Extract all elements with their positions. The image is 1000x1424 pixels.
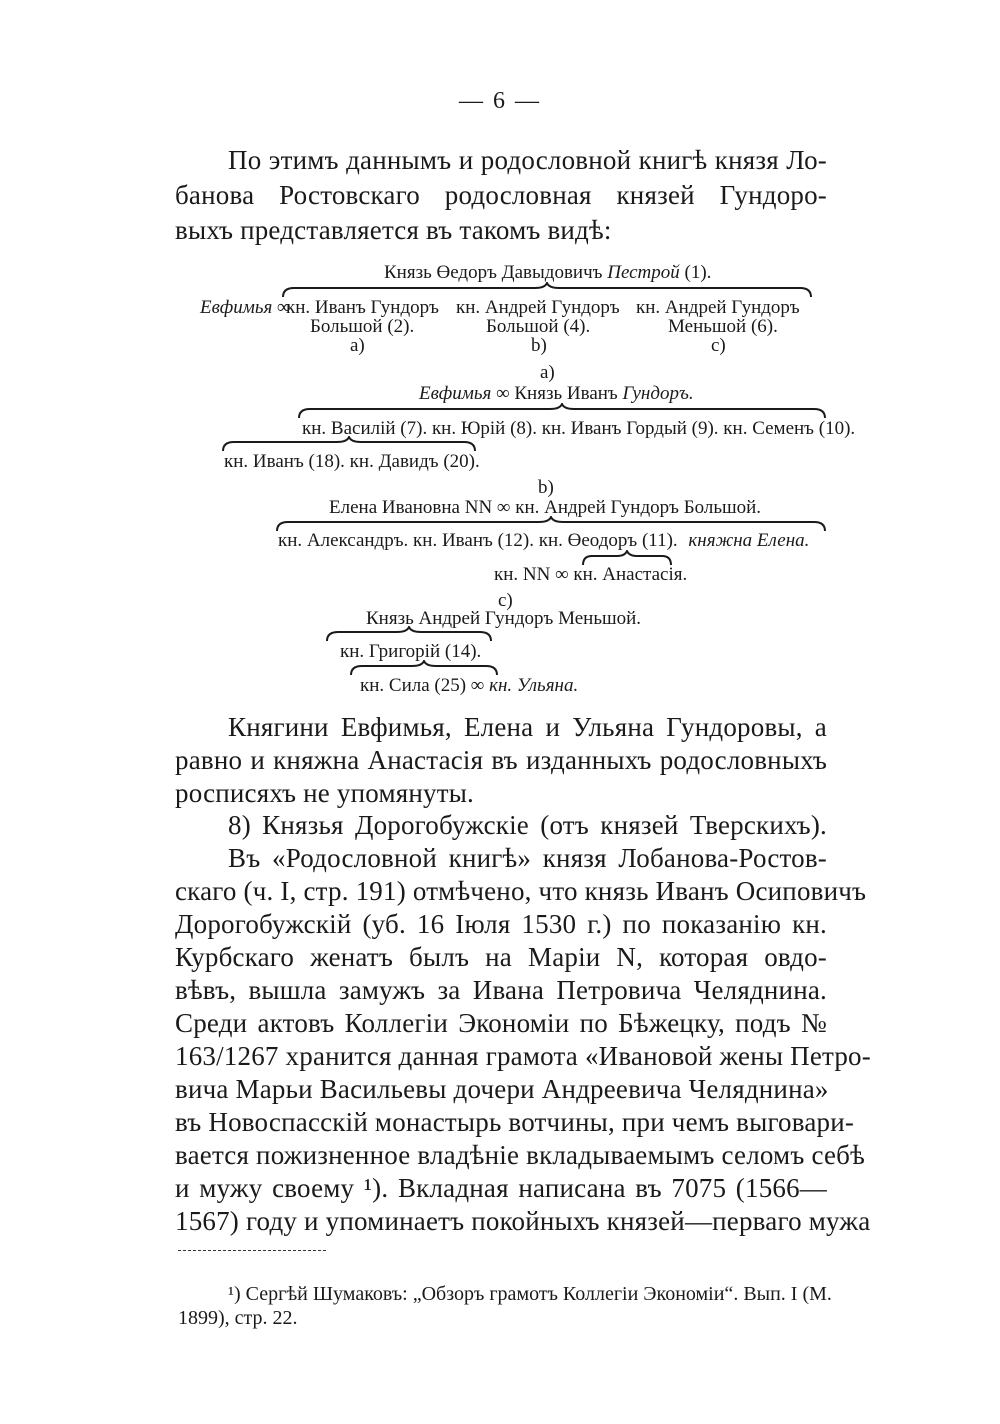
gen1-son-a-1: кн. Иванъ Гундоръ	[286, 297, 439, 318]
root-prefix: Князь Өедоръ Давыдовичъ	[384, 262, 608, 283]
para2-line-1: Въ «Родословной книгѣ» князя Лобанова-Ростов-	[228, 843, 827, 873]
gen1-son-a-2: Большой (2).	[310, 316, 415, 337]
para1-line-3: росписяхъ не упомянуты.	[175, 778, 475, 808]
branch-b-label: b)	[538, 477, 554, 498]
gen1-son-c-1: кн. Андрей Гундоръ	[636, 297, 800, 318]
brace-branch-c-grand	[350, 660, 498, 676]
para2-line-2: скаго (ч. I, стр. 191) отмѣчено, что князь Иванъ Осиповичъ	[175, 876, 867, 906]
para2-line-6: Среди актовъ Коллегіи Экономіи по Бѣжецку, подъ №	[175, 1008, 827, 1038]
gen1-son-a-3: a)	[350, 335, 365, 356]
brace-branch-a	[298, 403, 826, 419]
branch-a-grandchildren: кн. Иванъ (18). кн. Давидъ (20).	[224, 451, 480, 472]
branch-c-label: c)	[498, 590, 513, 611]
gen1-son-b-1: кн. Андрей Гундоръ	[456, 297, 620, 318]
footnote-line-2: 1899), стр. 22.	[178, 1307, 298, 1329]
para1-line-2: равно и княжна Анастасія въ изданныхъ родословныхъ	[175, 745, 827, 775]
branch-a-mid: ∞ Князь Иванъ	[491, 383, 623, 404]
para2-line-8: вича Марьи Васильевы дочери Андреевича Челяднина»	[175, 1074, 829, 1104]
gen1-wife-a: Евфимья ∞	[200, 297, 291, 318]
gen1-son-b-3: b)	[531, 335, 547, 356]
branch-c-couple: Князь Андрей Гундоръ Меньшой.	[366, 608, 642, 629]
footnote-rule	[178, 1250, 326, 1251]
footnote-line-1: ¹) Сергѣй Шумаковъ: „Обзоръ грамотъ Коллегіи Экономіи“. Вып. I (М.	[228, 1283, 832, 1305]
gen1-son-c-2: Меньшой (6).	[668, 316, 778, 337]
branch-c-grandchild-wife: кн. Ульяна.	[489, 675, 579, 696]
intro-line-2: банова Ростовскаго родословная князей Гундоро-	[175, 180, 827, 210]
branch-b-sons: кн. Александръ. кн. Иванъ (12). кн. Өеодоръ (11).	[278, 530, 678, 551]
brace-branch-a-grand	[222, 436, 476, 452]
para2-line-12: 1567) году и упоминаетъ покойныхъ князей—перваго мужа	[175, 1206, 871, 1236]
para1-line-1: Княгини Евфимья, Елена и Ульяна Гундоровы, а	[228, 712, 827, 742]
root-nickname: Пестрой	[607, 262, 680, 283]
branch-b-couple: Елена Ивановна NN ∞ кн. Андрей Гундоръ Большой.	[329, 497, 762, 518]
para2-line-7: 163/1267 хранится данная грамота «Ивановой жены Петро-	[175, 1041, 871, 1071]
para2-line-11: и мужу своему ¹). Вкладная написана въ 7075 (1566—	[175, 1173, 827, 1203]
branch-a-wife: Евфимья	[419, 383, 492, 404]
para2-line-10: вается пожизненное владѣніе вкладываемымъ селомъ себѣ	[175, 1140, 865, 1170]
para2-line-4: Курбскаго женатъ былъ на Маріи N, которая овдо-	[175, 942, 827, 972]
para2-line-3: Дорогобужскій (уб. 16 Іюля 1530 г.) по показанію кн.	[175, 909, 827, 939]
branch-c-child: кн. Григорій (14).	[340, 641, 482, 662]
branch-a-children: кн. Василій (7). кн. Юрій (8). кн. Иванъ Гордый (9). кн. Семенъ (10).	[302, 418, 856, 439]
para2-line-9: въ Новоспасскій монастырь вотчины, при чемъ выговари-	[175, 1107, 855, 1137]
section-heading: 8) Князья Дорогобужскіе (отъ князей Тверскихъ).	[228, 810, 827, 840]
brace-branch-c	[326, 626, 492, 642]
intro-line-1: По этимъ даннымъ и родословной книгѣ князя Ло-	[228, 145, 827, 175]
branch-b-daughter: княжна Елена.	[688, 530, 810, 551]
brace-gen1	[282, 282, 812, 298]
branch-c-grandchild	[360, 675, 578, 697]
branch-a-label: a)	[540, 362, 555, 383]
intro-line-3: выхъ представляется въ такомъ видѣ:	[175, 215, 612, 245]
para2-line-5: вѣвъ, вышла замужъ за Ивана Петровича Челяднина.	[175, 975, 827, 1005]
gen1-son-c-3: c)	[711, 335, 726, 356]
genealogy-root	[384, 262, 711, 284]
branch-b-children	[278, 530, 809, 552]
branch-a-nick: Гундоръ.	[622, 383, 694, 404]
branch-c-grandchild-prefix: кн. Сила (25) ∞	[360, 675, 490, 696]
root-suffix: (1).	[679, 262, 712, 283]
branch-b-grandchild: кн. NN ∞ кн. Анастасія.	[494, 564, 688, 585]
gen1-son-b-2: Большой (4).	[486, 316, 591, 337]
branch-a-couple	[419, 383, 694, 405]
page-number: — 6 —	[459, 88, 541, 114]
